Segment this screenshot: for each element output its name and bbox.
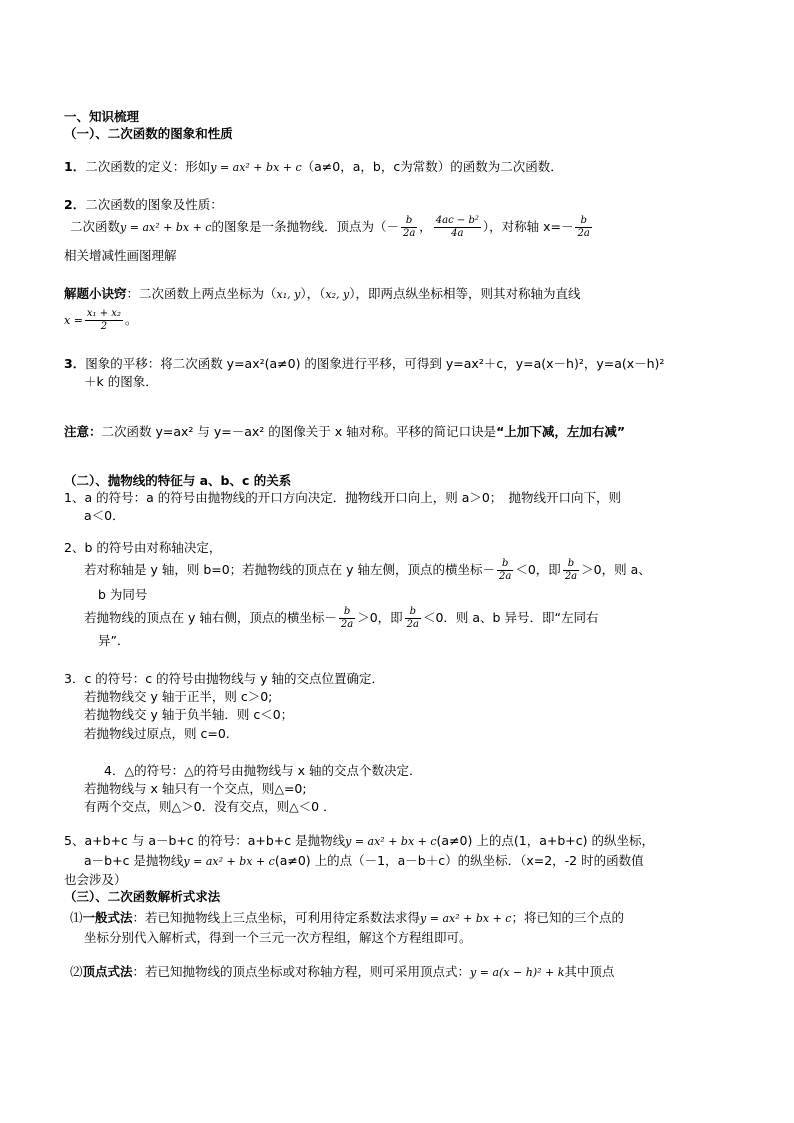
s2-line: 若抛物线与 x 轴只有一个交点，则△=0;	[84, 781, 307, 796]
fraction: $\frac{b}{2a}$	[402, 215, 416, 239]
paragraph-2-body	[70, 215, 594, 240]
paragraph-1	[64, 158, 563, 177]
text: (a≠0) 上的点(1，a+b+c) 的纵坐标，	[436, 833, 654, 848]
fraction: $\frac{b}{2a}$	[340, 606, 354, 630]
text: 二次函数	[70, 219, 121, 234]
text: ；将已知的三个点的	[511, 910, 624, 925]
s2-line: 也会涉及）	[64, 872, 127, 887]
fraction: $\frac{\text{4ac − b²}}{4a}$	[435, 215, 479, 239]
paragraph-3	[64, 355, 664, 373]
text: 5、a+b+c 与 a－b+c 的符号：a+b+c 是抛物线	[64, 833, 346, 848]
formula: y = ax² + bx + c	[420, 912, 512, 925]
s2-line	[64, 832, 654, 851]
s2-line: 4．△的符号：△的符号由抛物线与 x 轴的交点个数决定．	[104, 763, 422, 778]
s2-line: a＜0．	[84, 508, 125, 523]
text: 二次函数的定义：形如	[85, 159, 211, 174]
fraction: $\frac{\text{x₁ + x₂}}{2}$	[86, 308, 121, 332]
paragraph-3-cont: ＋k 的图象．	[84, 374, 158, 389]
text: ＜0，即	[515, 562, 561, 577]
text: 二次函数的图象及性质：	[85, 197, 223, 212]
s2-line: 有两个交点，则△＞0．没有交点，则△＜0 ．	[84, 799, 336, 814]
item-number: 1．	[64, 159, 86, 174]
s2-line: 若抛物线交 y 轴于负半轴．则 c＜0；	[84, 707, 294, 722]
text: ＜0．则 a、b 异号．即“左同右	[422, 610, 599, 625]
formula: y = ax² + bx + c	[345, 835, 437, 848]
text: ＞0，则 a、	[581, 562, 651, 577]
s3-line	[70, 963, 614, 982]
s2-line: 异”．	[98, 633, 130, 648]
text: 若抛物线的顶点在 y 轴右侧，顶点的横坐标－	[84, 610, 337, 625]
text: “上加下减，左加右减”	[496, 424, 626, 439]
s2-line	[84, 558, 651, 583]
item-number: 3．	[64, 356, 86, 371]
paragraph-2-title	[64, 196, 223, 214]
note-label: 注意：	[64, 424, 102, 439]
item-number: 2．	[64, 197, 86, 212]
text: ），即两点纵坐标相等，则其对称轴为直线	[349, 286, 581, 301]
fraction: $\frac{b}{2a}$	[577, 215, 590, 239]
text: ：若已知抛物线上三点坐标，可利用待定系数法求得	[132, 910, 421, 925]
section-title: 一、知识梳理	[64, 109, 140, 124]
s3-line: 坐标分别代入解析式，得到一个三元一次方程组，解这个方程组即可。	[84, 930, 472, 945]
text: 的图象是一条抛物线．顶点为（－	[211, 219, 399, 234]
subsection-title-3: （三）、二次函数解析式求法	[64, 889, 221, 904]
text: ），（	[300, 286, 326, 301]
subsection-title-2: （二）、抛物线的特征与 a、b、c 的关系	[64, 473, 292, 488]
note-paragraph	[64, 423, 625, 441]
item-number: ⑴	[70, 910, 83, 925]
s2-line	[84, 606, 598, 631]
text: 二次函数 y=ax² 与 y=－ax² 的图像关于 x 轴对称。平移的简记口诀是	[101, 424, 497, 439]
text: ：若已知抛物线的顶点坐标或对称轴方程，则可采用顶点式：	[132, 964, 471, 979]
text: ＞0，即	[357, 610, 403, 625]
s2-line: 3．c 的符号：c 的符号由抛物线与 y 轴的交点位置确定．	[64, 671, 384, 686]
formula: x₂, y	[325, 288, 350, 301]
tip-label: 解题小诀窍	[64, 286, 127, 301]
tip-formula	[64, 308, 137, 333]
s2-line: 2、b 的符号由对称轴决定，	[64, 540, 222, 555]
s2-line: 1、a 的符号：a 的符号由抛物线的开口方向决定．抛物线开口向上，则 a＞0； 抛物线开口向下，则	[64, 490, 622, 505]
text: 图象的平移：将二次函数 y=ax²(a≠0) 的图象进行平移，可得到 y=ax²＋c，y=a(x－h)²，y=a(x－h)²	[85, 356, 665, 371]
text: （a≠0，a，b，c为常数）的函数为二次函数．	[301, 159, 563, 174]
s3-line	[70, 909, 624, 928]
s2-line	[84, 852, 644, 871]
keyword: 顶点式法	[82, 964, 133, 979]
text: ：二次函数上两点坐标为（	[126, 286, 277, 301]
fraction: $\frac{b}{2a}$	[406, 606, 419, 630]
text: ，	[419, 219, 432, 234]
keyword: 一般式法	[82, 910, 133, 925]
formula: y = ax² + bx + c	[183, 855, 275, 868]
formula: y = ax² + bx + c	[120, 221, 212, 234]
text: ），对称轴 x=－	[482, 219, 574, 234]
formula: y = a(x − h)² + k	[470, 966, 565, 979]
text: a－b+c 是抛物线	[84, 853, 184, 868]
text: 其中顶点	[564, 964, 615, 979]
tip-paragraph	[64, 285, 580, 304]
formula: x₁, y	[276, 288, 301, 301]
s2-line: b 为同号	[98, 587, 148, 602]
subsection-title-1: （一）、二次函数的图象和性质	[64, 126, 233, 141]
item-number: ⑵	[70, 964, 83, 979]
text: 。	[124, 312, 138, 327]
paragraph-2-note: 相关增减性画图理解	[64, 248, 177, 263]
s2-line: 若抛物线过原点，则 c=0.	[84, 726, 230, 741]
fraction: $\frac{b}{2a}$	[564, 558, 578, 582]
formula: x =	[64, 314, 83, 327]
text: 若对称轴是 y 轴，则 b=0；若抛物线的顶点在 y 轴左侧，顶点的横坐标－	[84, 562, 496, 577]
formula: y = ax² + bx + c	[210, 161, 302, 174]
text: (a≠0) 上的点（－1，a－b＋c）的纵坐标．（x=2，-2 时的函数值	[274, 853, 644, 868]
fraction: $\frac{b}{2a}$	[499, 558, 512, 582]
s2-line: 若抛物线交 y 轴于正半，则 c＞0;	[84, 689, 273, 704]
